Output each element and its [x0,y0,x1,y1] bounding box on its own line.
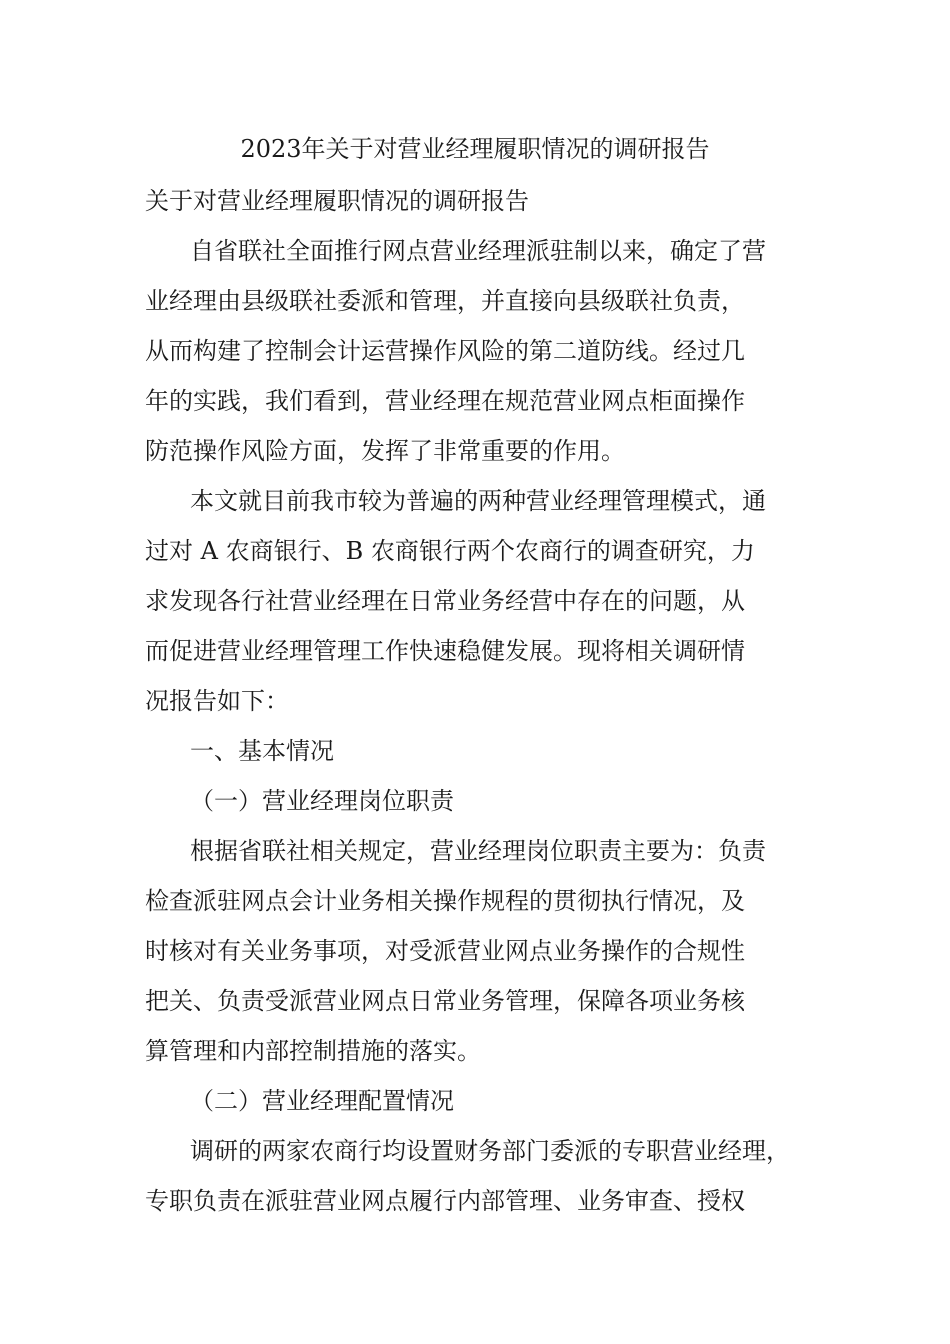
paragraph-1-line-2: 业经理由县级联社委派和管理，并直接向县级联社负责， [145,287,745,315]
subsection-2-line-2: 专职负责在派驻营业网点履行内部管理、业务审查、授权 [145,1187,745,1215]
paragraph-1-line-1: 自省联社全面推行网点营业经理派驻制以来，确定了营 [190,237,766,265]
document-subtitle: 关于对营业经理履职情况的调研报告 [145,187,529,215]
paragraph-1-line-4: 年的实践，我们看到，营业经理在规范营业网点柜面操作 [145,387,745,415]
paragraph-2-line-4: 而促进营业经理管理工作快速稳健发展。现将相关调研情 [145,637,745,665]
paragraph-1-line-5: 防范操作风险方面，发挥了非常重要的作用。 [145,437,625,465]
paragraph-1-line-3: 从而构建了控制会计运营操作风险的第二道防线。经过几 [145,337,745,365]
document-title: 2023年关于对营业经理履职情况的调研报告 [240,135,710,163]
section-1-heading: 一、基本情况 [190,737,334,765]
subsection-1-line-1: 根据省联社相关规定，营业经理岗位职责主要为：负责 [190,837,766,865]
subsection-2-heading: （二）营业经理配置情况 [190,1087,454,1115]
paragraph-2-line-5: 况报告如下： [145,687,289,715]
subsection-1-heading: （一）营业经理岗位职责 [190,787,454,815]
paragraph-2-line-3: 求发现各行社营业经理在日常业务经营中存在的问题，从 [145,587,745,615]
subsection-1-line-2: 检查派驻网点会计业务相关操作规程的贯彻执行情况，及 [145,887,745,915]
subsection-1-line-4: 把关、负责受派营业网点日常业务管理，保障各项业务核 [145,987,745,1015]
subsection-2-line-1: 调研的两家农商行均设置财务部门委派的专职营业经理， [190,1137,790,1165]
paragraph-2-line-1: 本文就目前我市较为普遍的两种营业经理管理模式，通 [190,487,766,515]
subsection-1-line-5: 算管理和内部控制措施的落实。 [145,1037,481,1065]
subsection-1-line-3: 时核对有关业务事项，对受派营业网点业务操作的合规性 [145,937,745,965]
paragraph-2-line-2: 过对 A 农商银行、B 农商银行两个农商行的调查研究，力 [145,537,755,565]
